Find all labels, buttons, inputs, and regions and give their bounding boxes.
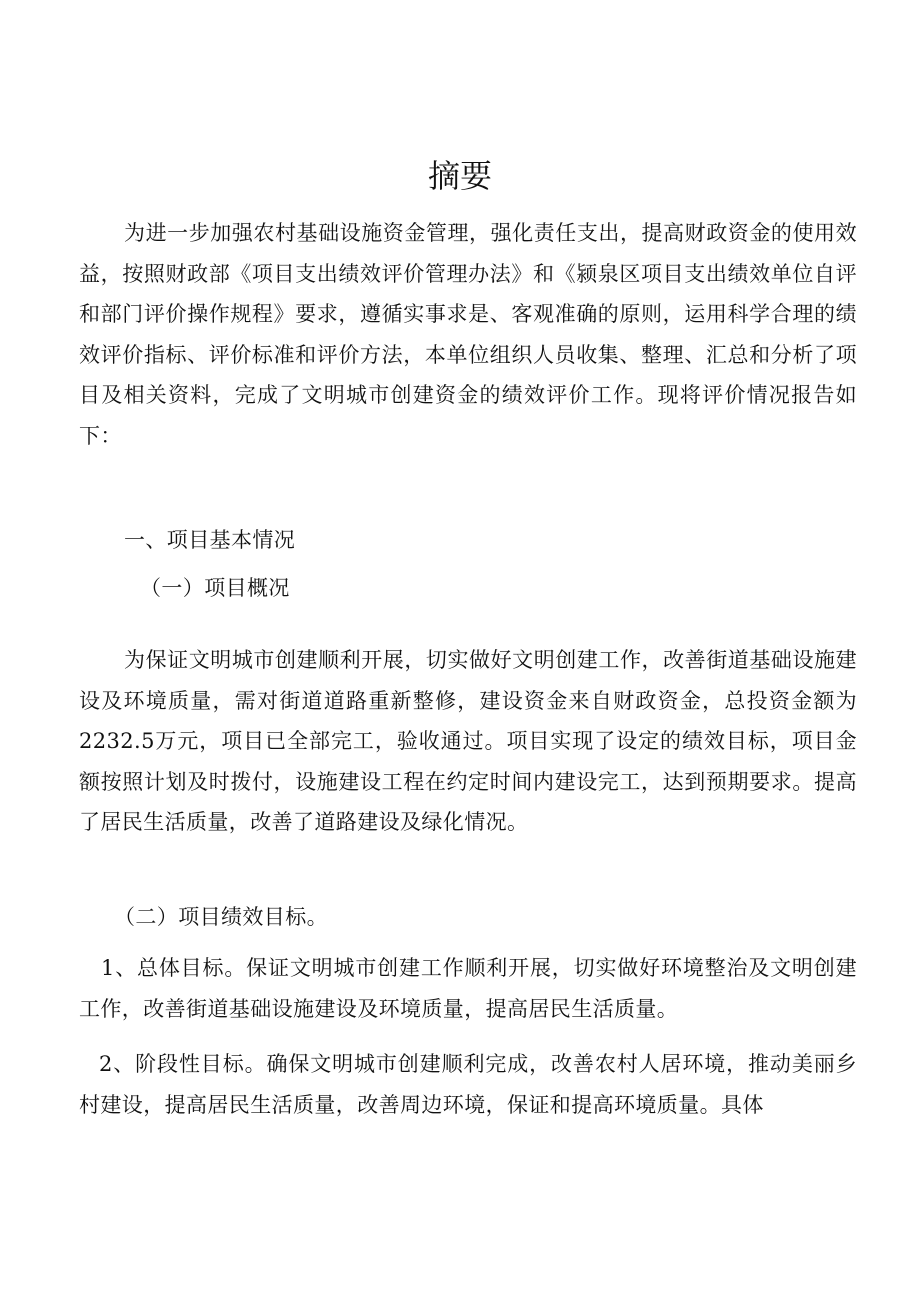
intro-paragraph: 为进一步加强农村基础设施资金管理，强化责任支出，提高财政资金的使用效益，按照财政部《项目支出绩效评价管理办法》和《颍泉区项目支出绩效单位自评和部门评价操作规程》要求，遵循实事求是、客观准确的原则，运用科学合理的绩效评价指标、评价标准和评价方法，本单位组织人员收集、整理、汇总和分析了项目及相关资料，完成了文明城市创建资金的绩效评价工作。现将评价情况报告如下： — [79, 221, 857, 448]
section-heading-basic-info: 一、项目基本情况 — [124, 528, 296, 552]
overview-paragraph: 为保证文明城市创建顺利开展，切实做好文明创建工作，改善街道基础设施建设及环境质量，需对街道道路重新整修，建设资金来自财政资金，总投资金额为2232.5万元，项目已全部完工，验收通过。项目实现了设定的绩效目标，项目金额按照计划及时拨付，设施建设工程在约定时间内建设完工，达到预期要求。提高了居民生活质量，改善了道路建设及绿化情况。 — [79, 648, 857, 835]
goal-overall-paragraph: 1、总体目标。保证文明城市创建工作顺利开展，切实做好环境整治及文明创建工作，改善街道基础设施建设及环境质量，提高居民生活质量。 — [79, 956, 857, 1021]
subsection-heading-goals: （二）项目绩效目标。 — [114, 905, 328, 929]
page-title: 摘要 — [427, 157, 492, 195]
goal-stage-paragraph: 2、阶段性目标。确保文明城市创建顺利完成，改善农村人居环境，推动美丽乡村建设，提高居民生活质量，改善周边环境，保证和提高环境质量。具体 — [79, 1052, 857, 1117]
subsection-heading-overview: （一）项目概况 — [140, 576, 290, 600]
